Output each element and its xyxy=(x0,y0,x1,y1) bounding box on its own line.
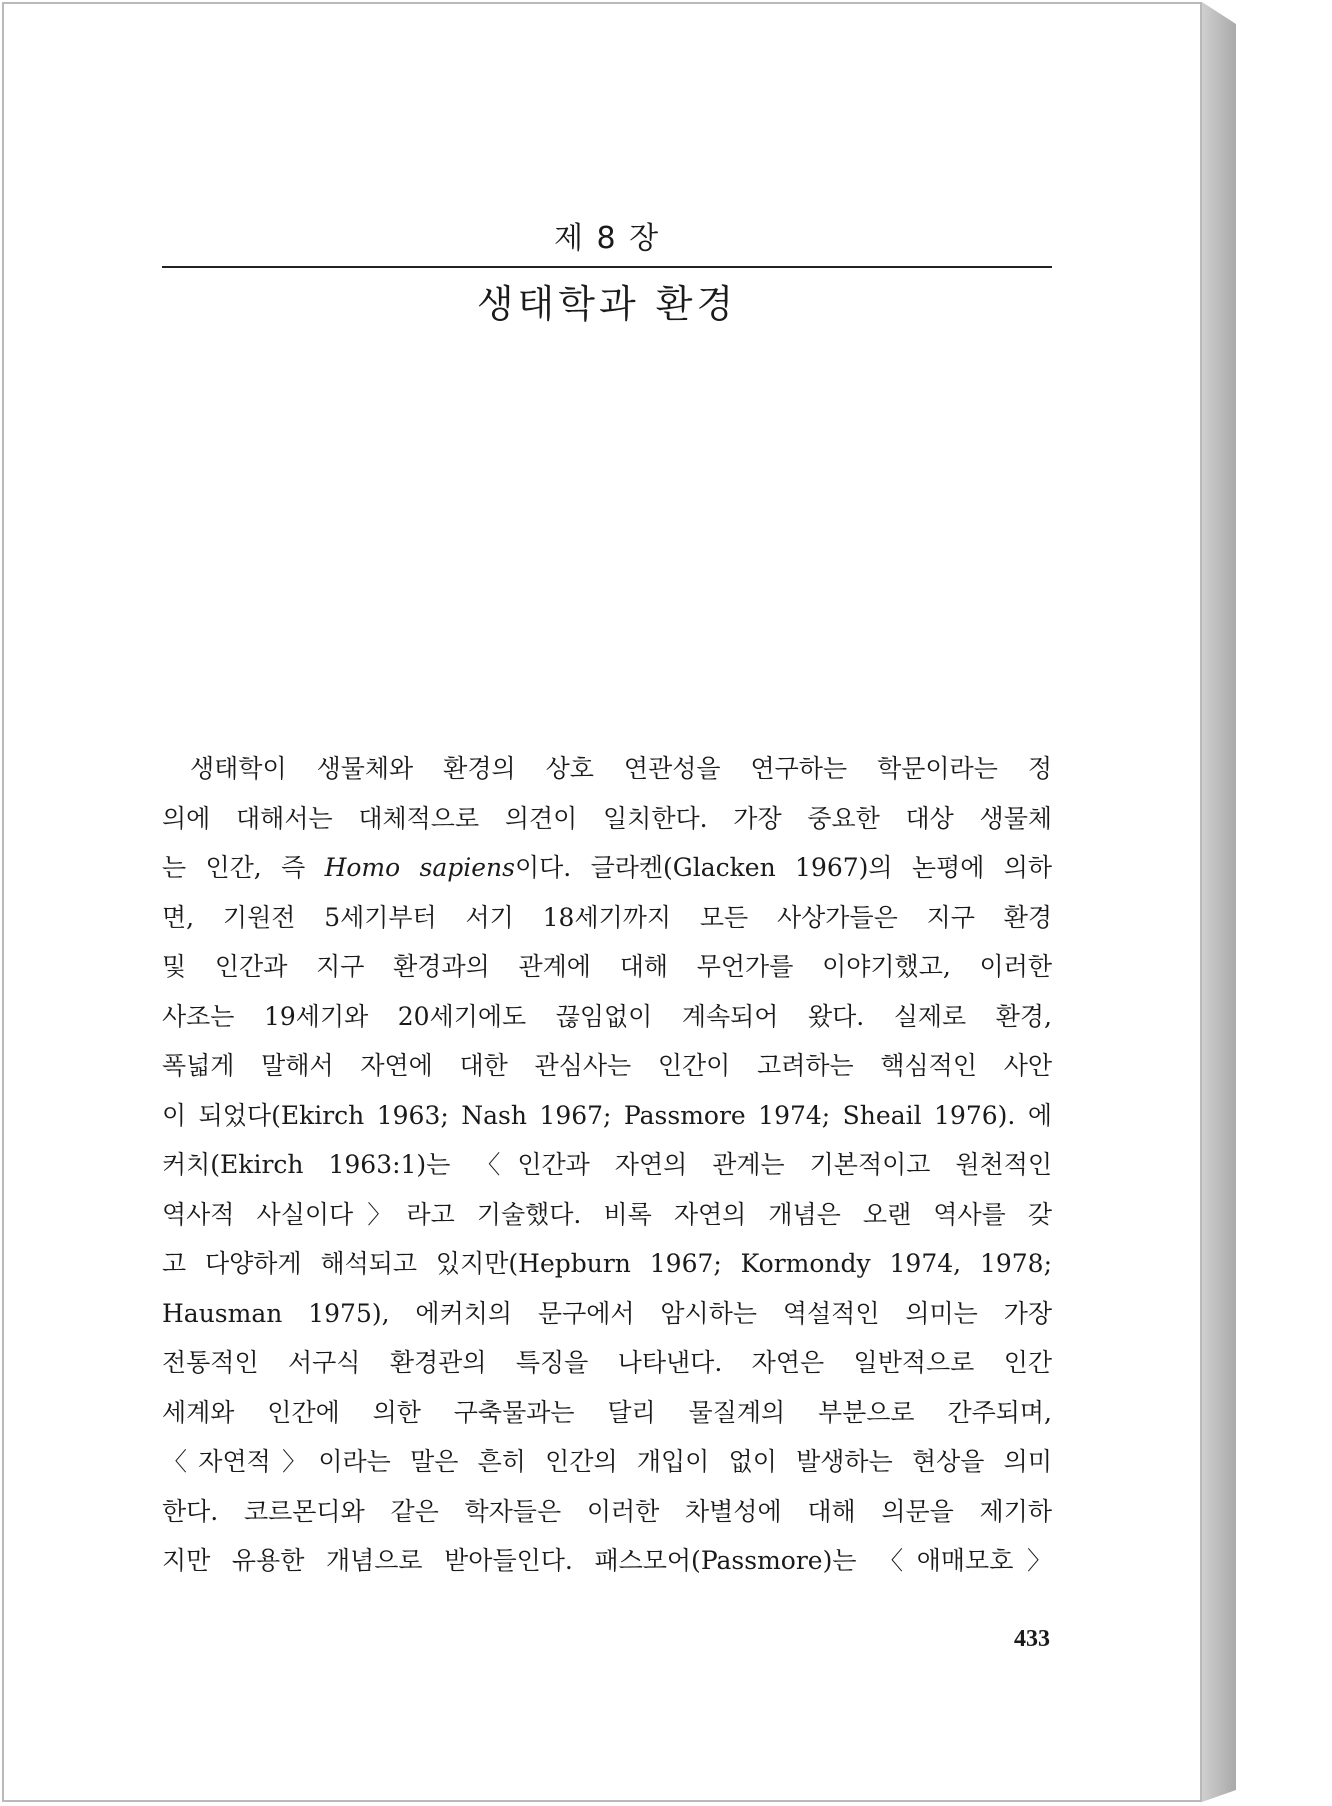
text-line: 〈자연적〉이라는 말은 흔히 인간의 개입이 없이 발생하는 현상을 의미 xyxy=(162,1447,1052,1476)
text-line: 고 다양하게 해석되고 있지만(Hepburn 1967; Kormondy 1974, 1978; xyxy=(162,1249,1052,1278)
text-line: 및 인간과 지구 환경과의 관계에 대해 무언가를 이야기했고, 이러한 xyxy=(162,952,1052,981)
page-stack-edge xyxy=(1202,2,1236,1802)
text-segment: 는 인간, 즉 xyxy=(162,853,325,882)
text-line: 이 되었다(Ekirch 1963; Nash 1967; Passmore 1974; Sheail 1976). 에 xyxy=(162,1100,1052,1130)
text-line: Hausman 1975), 에커치의 문구에서 암시하는 역설적인 의미는 가장 xyxy=(162,1298,1052,1328)
text-line: 전통적인 서구식 환경관의 특징을 나타낸다. 자연은 일반적으로 인간 xyxy=(162,1348,1052,1377)
text-line: 세계와 인간에 의한 구축물과는 달리 물질계의 부분으로 간주되며, xyxy=(162,1397,1052,1427)
body-paragraph xyxy=(162,744,1052,1586)
text-line xyxy=(162,843,1052,893)
text-segment: 이다. 글라켄(Glacken 1967)의 논평에 의하 xyxy=(515,853,1052,882)
italic-term: Homo sapiens xyxy=(324,853,515,882)
chapter-title: 생태학과 환경 xyxy=(476,282,738,326)
chapter-rule xyxy=(162,266,1052,268)
text-line: 생태학이 생물체와 환경의 상호 연관성을 연구하는 학문이라는 정 xyxy=(190,754,1052,783)
text-line: 지만 유용한 개념으로 받아들인다. 패스모어(Passmore)는 〈애매모호〉 xyxy=(162,1546,1052,1575)
text-line: 면, 기원전 5세기부터 서기 18세기까지 모든 사상가들은 지구 환경 xyxy=(162,902,1052,932)
text-line: 의에 대해서는 대체적으로 의견이 일치한다. 가장 중요한 대상 생물체 xyxy=(162,803,1052,833)
chapter-heading xyxy=(162,216,1052,330)
chapter-number: 제 8 장 xyxy=(553,221,661,256)
page-number: 433 xyxy=(1014,1626,1050,1652)
text-line: 커치(Ekirch 1963:1)는 〈인간과 자연의 관계는 기본적이고 원천적인 xyxy=(162,1150,1052,1179)
text-line: 사조는 19세기와 20세기에도 끊임없이 계속되어 왔다. 실제로 환경, xyxy=(162,1001,1052,1031)
text-line: 역사적 사실이다〉라고 기술했다. 비록 자연의 개념은 오랜 역사를 갖 xyxy=(162,1199,1052,1229)
text-line: 한다. 코르몬디와 같은 학자들은 이러한 차별성에 대해 의문을 제기하 xyxy=(162,1496,1052,1526)
text-line: 폭넓게 말해서 자연에 대한 관심사는 인간이 고려하는 핵심적인 사안 xyxy=(162,1051,1052,1080)
book-page xyxy=(2,2,1202,1802)
